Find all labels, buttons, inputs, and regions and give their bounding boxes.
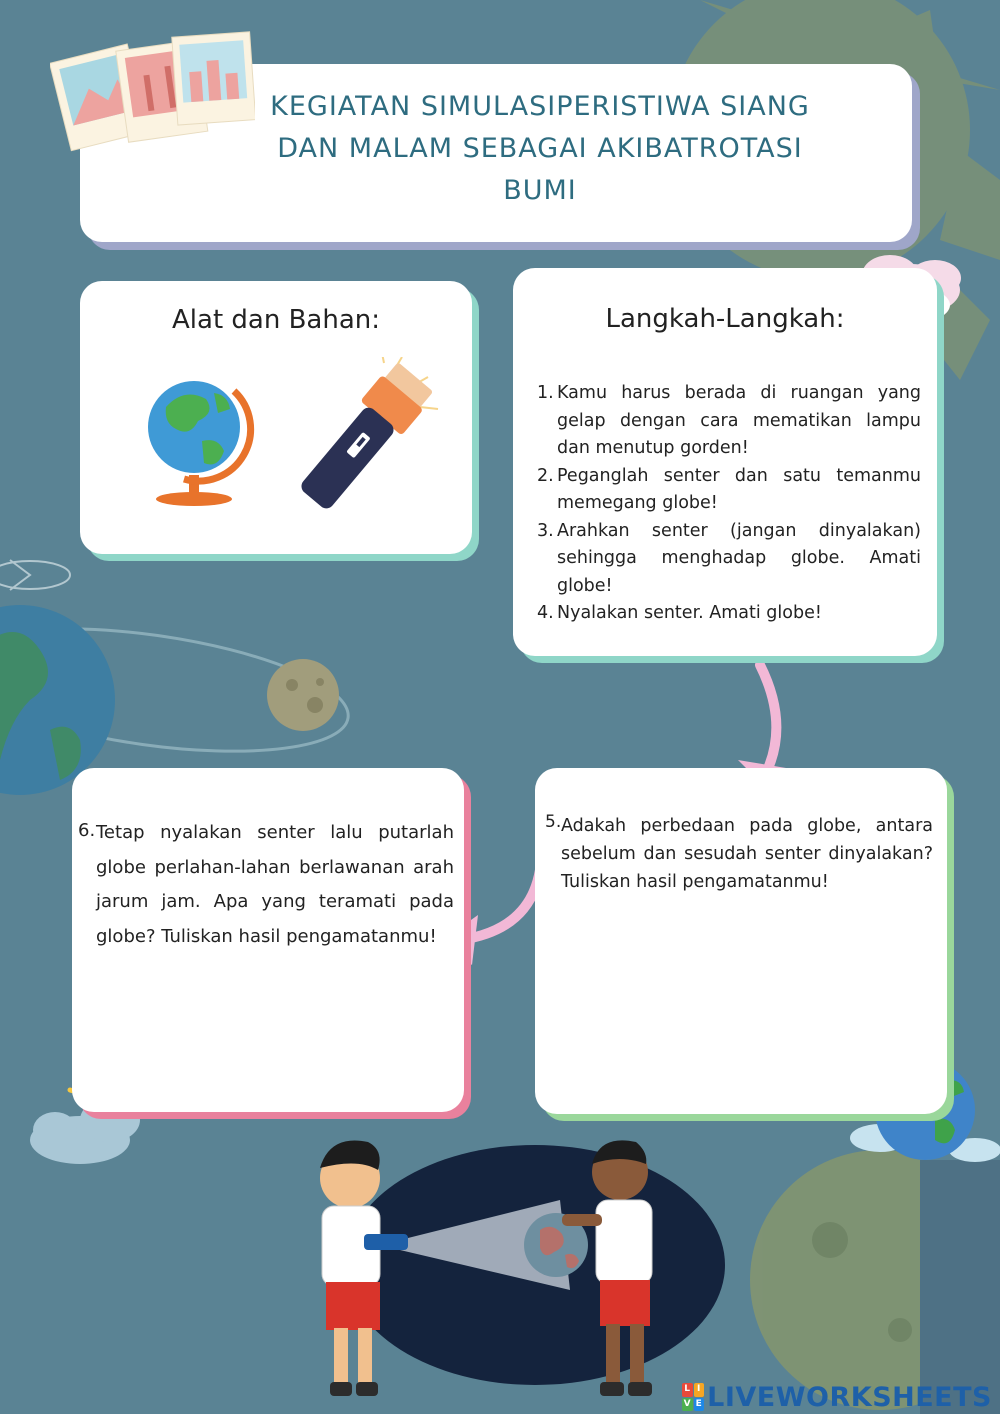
liveworksheets-logo-icon (682, 1383, 704, 1411)
boy-with-flashlight-icon (320, 1140, 408, 1396)
tools-heading: Alat dan Bahan: (172, 305, 380, 335)
step-item (537, 600, 921, 628)
page-title (240, 86, 840, 212)
question6-card[interactable] (72, 768, 464, 1112)
question6-number: 6. (78, 820, 96, 841)
logo-letter: L (682, 1383, 693, 1397)
orbit-decoration (0, 605, 356, 795)
step-number: 4. (537, 603, 554, 623)
step-text: Nyalakan senter. Amati globe! (557, 603, 822, 623)
small-orbit-icon (0, 560, 70, 590)
step-number: 3. (537, 520, 554, 541)
watermark-text: LIVEWORKSHEETS (707, 1381, 992, 1413)
step-number: 1. (537, 383, 554, 403)
students-illustration (300, 1120, 680, 1414)
title-line-1: KEGIATAN SIMULASIPERISTIWA SIANG (270, 91, 810, 122)
globe-icon (144, 371, 256, 507)
step-text: Arahkan senter (jangan dinyalakan) sehingga menghadap globe. Amati globe! (557, 520, 921, 596)
logo-letter: V (682, 1398, 693, 1412)
steps-heading: Langkah-Langkah: (605, 304, 845, 334)
step-text: Kamu harus berada di ruangan yang gelap dengan cara mematikan lampu dan menutup gorden! (557, 383, 921, 458)
question5-number: 5. (545, 812, 562, 832)
step-item (537, 463, 921, 518)
question6-text: Tetap nyalakan senter lalu putarlah globe perlahan-lahan berlawanan arah jarum jam. Apa yang teramati pada globe? Tuliskan hasil pengamatanmu! (96, 822, 454, 947)
boy-holding-globe-icon (562, 1140, 652, 1396)
logo-letter: I (694, 1383, 705, 1397)
title-line-3: BUMI (503, 175, 577, 206)
photos-decoration-icon (50, 22, 255, 152)
step-number: 2. (537, 465, 554, 486)
logo-letter: E (694, 1398, 705, 1412)
title-line-2: DAN MALAM SEBAGAI AKIBATROTASI (277, 133, 803, 164)
steps-list (537, 380, 921, 628)
step-item (537, 380, 921, 463)
step-text: Peganglah senter dan satu temanmu memegang globe! (557, 465, 921, 513)
question5-card[interactable] (535, 768, 947, 1114)
tools-card (80, 281, 472, 554)
question5-text: Adakah perbedaan pada globe, antara sebelum dan sesudah senter dinyalakan? Tuliskan hasil pengamatanmu! (561, 816, 933, 892)
flashlight-icon (276, 357, 446, 527)
arrow-to-question5 (760, 665, 776, 775)
planet-decoration (750, 1150, 1000, 1414)
step-item (537, 518, 921, 601)
liveworksheets-watermark[interactable] (682, 1382, 992, 1412)
steps-card (513, 268, 937, 656)
